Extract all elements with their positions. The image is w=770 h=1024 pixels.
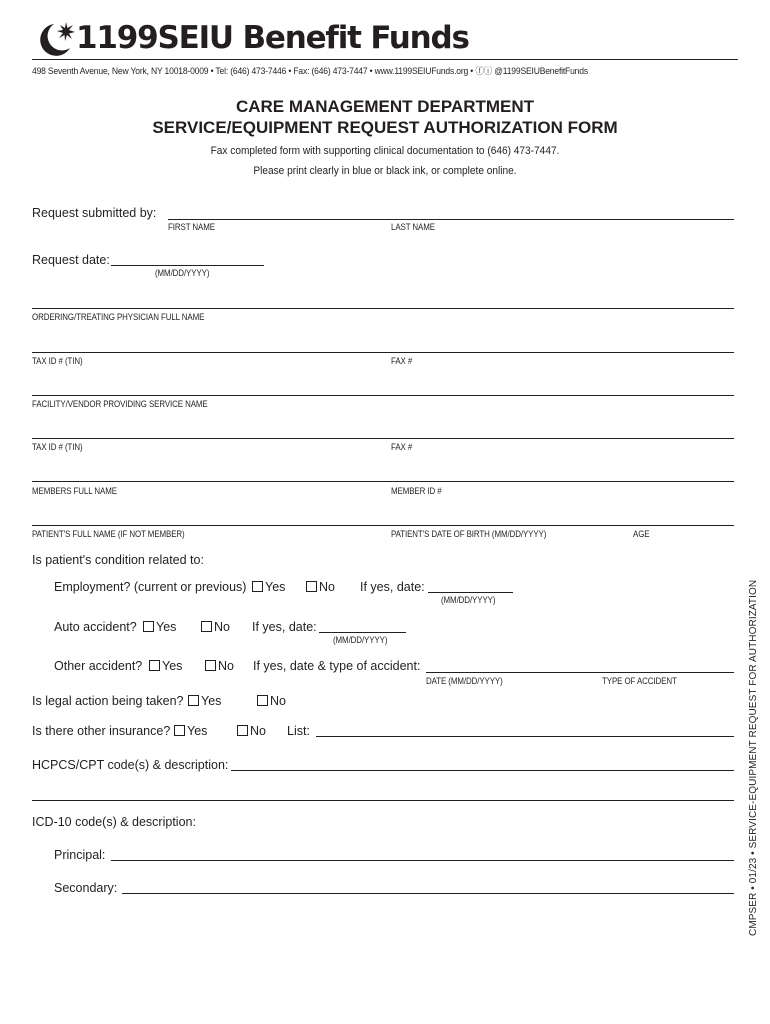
facility-name-caption: FACILITY/VENDOR PROVIDING SERVICE NAME bbox=[32, 399, 208, 409]
insurance-no-option[interactable] bbox=[237, 724, 266, 738]
patient-name-caption: PATIENT'S FULL NAME (IF NOT MEMBER) bbox=[32, 529, 185, 539]
facility-tin-caption: TAX ID # (TIN) bbox=[32, 442, 83, 452]
legal-yes-option[interactable] bbox=[188, 694, 221, 708]
request-date-field[interactable] bbox=[111, 265, 264, 266]
secondary-label: Secondary: bbox=[54, 881, 118, 895]
member-id-caption: MEMBER ID # bbox=[391, 486, 442, 496]
yes-label: Yes bbox=[187, 724, 208, 738]
auto-date-field[interactable] bbox=[319, 632, 406, 633]
other-yes-option[interactable] bbox=[149, 659, 182, 673]
insurance-yes-option[interactable] bbox=[174, 724, 207, 738]
employment-yes-option[interactable] bbox=[252, 580, 285, 594]
yes-label: Yes bbox=[162, 659, 183, 673]
other-insurance-label: Is there other insurance? bbox=[32, 724, 171, 738]
other-no-checkbox[interactable] bbox=[205, 660, 216, 671]
legal-no-option[interactable] bbox=[257, 694, 286, 708]
employment-if-yes-label: If yes, date: bbox=[360, 580, 425, 594]
patient-age-caption: AGE bbox=[633, 529, 650, 539]
auto-if-yes-label: If yes, date: bbox=[252, 620, 317, 634]
auto-yes-checkbox[interactable] bbox=[143, 621, 154, 632]
first-name-caption: FIRST NAME bbox=[168, 222, 215, 232]
requester-name-field[interactable] bbox=[168, 219, 734, 220]
patient-dob-caption: PATIENT'S DATE OF BIRTH (MM/DD/YYYY) bbox=[391, 529, 547, 539]
physician-fax-caption: FAX # bbox=[391, 356, 413, 366]
auto-no-checkbox[interactable] bbox=[201, 621, 212, 632]
insurance-yes-checkbox[interactable] bbox=[174, 725, 185, 736]
no-label: No bbox=[319, 580, 335, 594]
last-name-caption: LAST NAME bbox=[391, 222, 435, 232]
insurance-list-label: List: bbox=[287, 724, 310, 738]
facility-tin-fax-field[interactable] bbox=[32, 438, 734, 439]
no-label: No bbox=[250, 724, 266, 738]
auto-date-format: (MM/DD/YYYY) bbox=[333, 635, 388, 645]
title-department: CARE MANAGEMENT DEPARTMENT bbox=[235, 97, 535, 116]
accident-date-caption: DATE (MM/DD/YYYY) bbox=[426, 676, 503, 686]
social-handle: @1199SEIUBenefitFunds bbox=[494, 66, 588, 77]
no-label: No bbox=[218, 659, 234, 673]
principal-label: Principal: bbox=[54, 848, 106, 862]
instructions-fax: Fax completed form with supporting clinical documentation to (646) 473-7447. bbox=[210, 145, 560, 157]
icd10-label: ICD-10 code(s) & description: bbox=[32, 815, 196, 829]
physician-tin-caption: TAX ID # (TIN) bbox=[32, 356, 83, 366]
form-code-side-text: CMPSER • 01/23 • SERVICE-EQUIPMENT REQUEST FOR AUTHORIZATION bbox=[748, 579, 759, 936]
employment-label: Employment? (current or previous) bbox=[54, 580, 247, 594]
other-accident-field[interactable] bbox=[426, 672, 734, 673]
employment-date-format: (MM/DD/YYYY) bbox=[441, 595, 496, 605]
physician-tin-fax-field[interactable] bbox=[32, 352, 734, 353]
auto-no-option[interactable] bbox=[201, 620, 230, 634]
legal-no-checkbox[interactable] bbox=[257, 695, 268, 706]
secondary-field[interactable] bbox=[122, 893, 734, 894]
member-name-caption: MEMBERS FULL NAME bbox=[32, 486, 117, 496]
instructions-print: Please print clearly in blue or black ink, or complete online. bbox=[253, 165, 517, 177]
request-date-label: Request date: bbox=[32, 253, 110, 267]
request-date-format: (MM/DD/YYYY) bbox=[155, 268, 210, 278]
patient-field[interactable] bbox=[32, 525, 734, 526]
facility-name-field[interactable] bbox=[32, 395, 734, 396]
hcpcs-label: HCPCS/CPT code(s) & description: bbox=[32, 758, 229, 772]
employment-no-option[interactable] bbox=[306, 580, 335, 594]
auto-label: Auto accident? bbox=[54, 620, 137, 634]
insurance-list-field[interactable] bbox=[316, 736, 734, 737]
facebook-icon: ⓕ bbox=[475, 66, 484, 77]
logo-crescent-icon bbox=[32, 22, 78, 56]
address-line bbox=[32, 63, 588, 77]
other-accident-label: Other accident? bbox=[54, 659, 143, 673]
request-submitted-label: Request submitted by: bbox=[32, 206, 157, 220]
instagram-icon: ⓘ bbox=[483, 66, 493, 77]
employment-yes-checkbox[interactable] bbox=[252, 581, 263, 592]
no-label: No bbox=[270, 694, 286, 708]
employment-date-field[interactable] bbox=[428, 592, 513, 593]
other-yes-checkbox[interactable] bbox=[149, 660, 160, 671]
other-no-option[interactable] bbox=[205, 659, 234, 673]
physician-name-field[interactable] bbox=[32, 308, 734, 309]
employment-no-checkbox[interactable] bbox=[306, 581, 317, 592]
principal-field[interactable] bbox=[111, 860, 734, 861]
facility-fax-caption: FAX # bbox=[391, 442, 413, 452]
yes-label: Yes bbox=[201, 694, 222, 708]
accident-type-caption: TYPE OF ACCIDENT bbox=[602, 676, 677, 686]
header-rule bbox=[32, 59, 738, 60]
other-if-yes-label: If yes, date & type of accident: bbox=[253, 659, 421, 673]
address-text: 498 Seventh Avenue, New York, NY 10018-0009 • Tel: (646) 473-7446 • Fax: (646) 473-7447 • www.1199SEIUFunds.org • bbox=[32, 66, 476, 77]
yes-label: Yes bbox=[265, 580, 286, 594]
no-label: No bbox=[214, 620, 230, 634]
legal-yes-checkbox[interactable] bbox=[188, 695, 199, 706]
legal-action-label: Is legal action being taken? bbox=[32, 694, 184, 708]
condition-question: Is patient's condition related to: bbox=[32, 553, 204, 567]
member-field[interactable] bbox=[32, 481, 734, 482]
title-form: SERVICE/EQUIPMENT REQUEST AUTHORIZATION FORM bbox=[152, 118, 618, 137]
hcpcs-field[interactable] bbox=[231, 770, 734, 771]
hcpcs-field-continued[interactable] bbox=[32, 800, 734, 801]
yes-label: Yes bbox=[156, 620, 177, 634]
auto-yes-option[interactable] bbox=[143, 620, 176, 634]
physician-name-caption: ORDERING/TREATING PHYSICIAN FULL NAME bbox=[32, 312, 205, 322]
org-name: 1199SEIU Benefit Funds bbox=[76, 20, 469, 56]
insurance-no-checkbox[interactable] bbox=[237, 725, 248, 736]
